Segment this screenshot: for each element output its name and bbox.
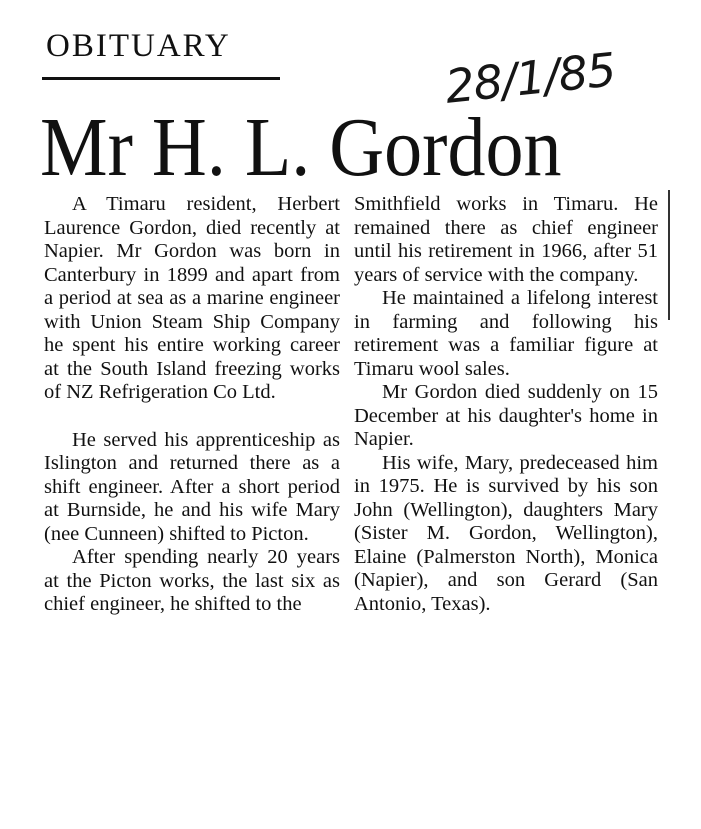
- paragraph: Mr Gordon died suddenly on 15 December at his daughter's home in Napier.: [354, 381, 658, 450]
- clipping-edge-line: [668, 190, 670, 320]
- right-column: [354, 193, 658, 616]
- paragraph: Smithfield works in Timaru. He remained there as chief engineer until his retirement in 1966, after 51 years of service with the company.: [354, 193, 658, 286]
- paragraph: His wife, Mary, predeceased him in 1975. He is survived by his son John (Wellington), daughters Mary (Sister M. Gordon, Wellington), Elaine (Palmerston North), Monica (Napier), and son Gerard (San Antonio, Texas).: [354, 451, 658, 615]
- obituary-headline: Mr H. L. Gordon: [40, 101, 562, 194]
- paragraph: He served his apprenticeship as Islington and returned there as a shift engineer. After a short period at Burnside, he and his wife Mary (nee Cunneen) shifted to Picton.: [44, 428, 340, 545]
- section-underline: [42, 77, 280, 80]
- paragraph: After spending nearly 20 years at the Picton works, the last six as chief engineer, he shifted to the: [44, 546, 340, 615]
- paragraph: A Timaru resident, Herbert Laurence Gordon, died recently at Napier. Mr Gordon was born in Canterbury in 1899 and apart from a period at sea as a marine engineer with Union Steam Ship Company he spent his entire working career at the South Island freezing works of NZ Refrigeration Co Ltd.: [44, 193, 340, 403]
- paragraph: He maintained a lifelong interest in farming and following his retirement was a familiar figure at Timaru wool sales.: [354, 287, 658, 380]
- left-column: [44, 193, 340, 617]
- handwritten-date: 28/1/85: [442, 42, 618, 114]
- section-label: OBITUARY: [46, 28, 231, 64]
